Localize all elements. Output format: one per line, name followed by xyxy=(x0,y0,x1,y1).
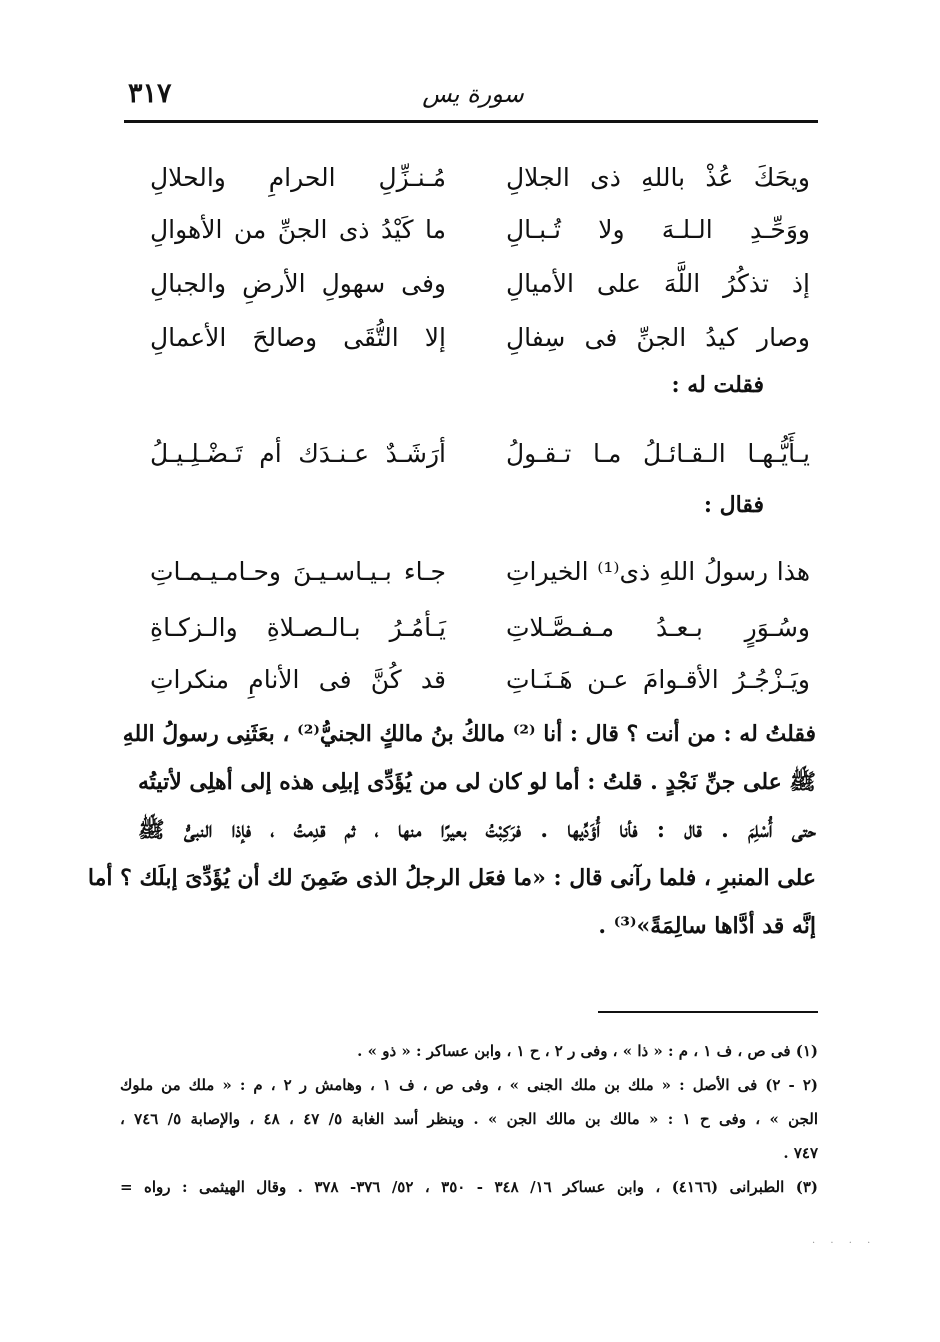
verse-first-hemistich: وصار كيدُ الجنِّ فى سِفالِ xyxy=(506,323,810,352)
prose-line: ﷺ على جنِّ نَجْدٍ . قلتُ : أما لو كان لى من يُؤَدِّى إبلِى هذه إلى أهلِى لأتيتُه xyxy=(138,769,816,795)
footnote-line: ٧٤٧ . xyxy=(783,1144,818,1162)
header-rule xyxy=(124,120,818,123)
verse-first-hemistich: هذا رسولُ اللهِ ذى⁽¹⁾ الخيراتِ xyxy=(506,557,811,586)
verse-first-hemistich: يـأَيُّـهـا الـقـائـلُ مـا تـقـولُ xyxy=(506,439,810,468)
verse-line xyxy=(150,608,810,648)
verse-second-hemistich: قد كُنَّ فى الأنامِ منكراتِ xyxy=(150,665,446,694)
verse-second-hemistich: مُـنـزِّلِ الحرامِ والحلالِ xyxy=(150,163,446,192)
verse-line xyxy=(150,434,810,474)
verse-first-hemistich: وسُـوَرٍ بـعـدُ مـفـصَّـلاتِ xyxy=(506,613,810,642)
verse-first-hemistich: ويَـزْجُـرُ الأقـوامَ عـن هَـنَـاتِ xyxy=(506,665,810,694)
verse-second-hemistich: إلا التُّقَى وصالحَ الأعمالِ xyxy=(150,323,446,352)
verse-second-hemistich: وفى سهولِ الأرضِ والجبالِ xyxy=(150,269,446,298)
prose-line: حتى أُسْلِمَ . قال : فأنا أُؤَدِّيها . فرَكِبْتُ بعيرًا منها ، ثم قدِمتُ ، فإذا النبىُّ ﷺ xyxy=(138,817,816,843)
verse-second-hemistich: يَـأمُـرُ بـالـصـلاةِ والـزكـاةِ xyxy=(150,613,446,642)
verse-first-hemistich: إذ تذكُرُ اللَّهَ على الأميالِ xyxy=(506,269,810,298)
verse-line xyxy=(150,660,810,700)
page-number: ٣١٧ xyxy=(128,78,172,109)
page-header xyxy=(128,78,818,118)
verse-line xyxy=(150,158,810,198)
running-title: سورة يس xyxy=(422,80,524,108)
footnote-line: الجن » ، وفى ح ١ : « مالك بن مالك الجن » . وينظر أسد الغابة ٥/ ٤٧ ، ٤٨ ، والإصابة ٥/ ٧٤٦ ، xyxy=(120,1110,818,1128)
footnote-separator xyxy=(598,1011,818,1013)
verse-line xyxy=(150,264,810,304)
prose-paragraph xyxy=(87,710,816,950)
verse-line xyxy=(150,318,810,358)
prose-line: إنَّه قد أدَّاها سالِمَةً»⁽³⁾ . xyxy=(598,913,816,939)
verse-second-hemistich: أرَشَـدٌ عـنـدَك أم تَـضْـلِـيـلُ xyxy=(150,439,446,468)
prose-line: على المنبرِ ، فلما رآنى قال : «ما فعَل الرجلُ الذى ضَمِنَ لك أن يُؤَدِّىَ إبلَك ؟ أما xyxy=(87,865,816,891)
footnote-line: (٢ - ٢) فى الأصل : « ملك بن ملك الجنى » ، وفى ص ، ف ١ ، وهامش ر ٢ ، م : « ملك من ملوك xyxy=(120,1076,819,1094)
footnotes xyxy=(120,1034,818,1204)
scan-noise: · · · · xyxy=(812,1238,877,1249)
verse-line xyxy=(150,552,810,592)
verse-second-hemistich: ما كَيْدُ ذى الجنِّ من الأهوالِ xyxy=(150,215,446,244)
prose-line: فقلتُ له : من أنت ؟ قال : أنا ⁽²⁾ مالكُ بنُ مالكٍ الجنيُّ⁽²⁾ ، بعَثَنِى رسولُ اللهِ xyxy=(122,721,816,747)
verse-second-hemistich: جـاء بـيـاسـيـنَ وحـامـيـمـاتِ xyxy=(150,557,446,586)
footnote-line: (١) فى ص ، ف ١ ، م : « ذا » ، وفى ر ٢ ، ح ١ ، وابن عساكر : « ذو » . xyxy=(357,1042,818,1060)
verse-first-hemistich: ويحَكَ عُذْ باللهِ ذى الجلالِ xyxy=(506,163,810,192)
footnote-line: (٣) الطبرانى (٤١٦٦) ، وابن عساكر ١٦/ ٣٤٨ - ٣٥٠ ، ٥٢/ ٣٧٦- ٣٧٨ . وقال الهيثمى : رواه = xyxy=(120,1178,818,1196)
verse-first-hemistich: ووَحِّـدِ الـلـهَ ولا تُـبـالِ xyxy=(506,215,810,244)
verse-line xyxy=(150,210,810,250)
narration-label: فقال : xyxy=(703,492,764,518)
narration-label: فقلت له : xyxy=(671,372,764,398)
